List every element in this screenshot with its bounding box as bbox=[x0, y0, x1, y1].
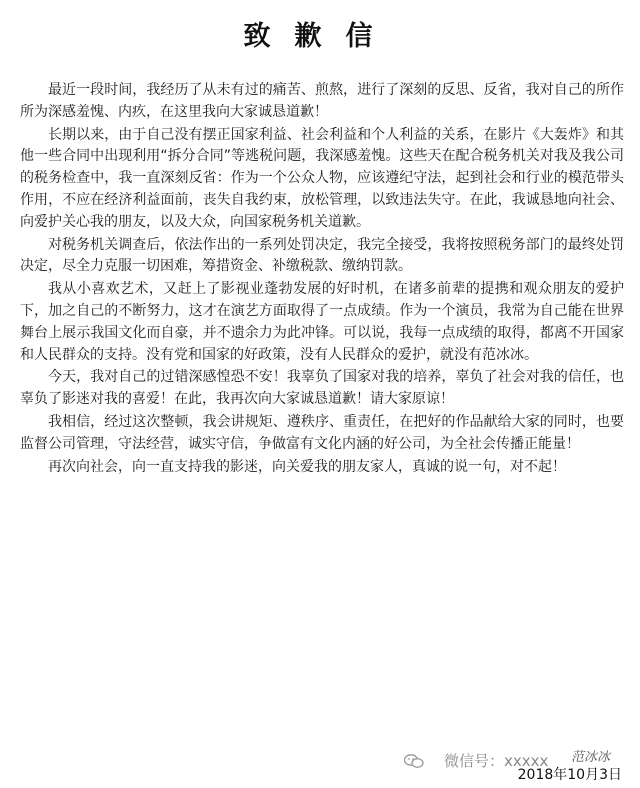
paragraph-6: 我相信，经过这次整顿，我会讲规矩、遵秩序、重责任，在把好的作品献给大家的同时，也要监督公司管理，守法经营，诚实守信，争做富有文化内涵的好公司，为全社会传播正能量！ bbox=[20, 413, 624, 452]
letter-title: 致歉信 bbox=[243, 21, 397, 52]
paragraph-5: 今天，我对自己的过错深感惶恐不安！我辜负了国家对我的培养，辜负了社会对我的信任，也辜负了影迷对我的喜爱！在此，我再次向大家诚恳道歉！请大家原谅！ bbox=[20, 369, 624, 408]
letter-date: 2018年10月3日 bbox=[517, 767, 622, 783]
letter-footer bbox=[402, 746, 622, 786]
paragraph-4: 我从小喜欢艺术，又赶上了影视业蓬勃发展的好时机，在诸多前辈的提携和观众朋友的爱护下，加之自己的不断努力，这才在演艺方面取得了一点成绩。作为一个演员，我常为自己能在世界舞台上展示我国文化而自豪，并不遗余力为此冲锋。可以说，我每一点成绩的取得，都离不开国家和人民群众的支持。没有党和国家的好政策，没有人民群众的爱护，就没有范冰冰。 bbox=[20, 281, 624, 363]
paragraph-7: 再次向社会，向一直支持我的影迷，向关爱我的朋友家人，真诚的说一句，对不起！ bbox=[48, 458, 566, 475]
paragraph-2: 长期以来，由于自己没有摆正国家利益、社会利益和个人利益的关系，在影片《大轰炸》和其他一些合同中出现利用“拆分合同”等逃税问题，我深感羞愧。这些天在配合税务机关对我及我公司的税务检查中，我一直深刻反省：作为一个公众人物，应该遵纪守法，起到社会和行业的模范带头作用，不应在经济利益面前，丧失自我约束，放松管理，以致违法失守。在此，我诚恳地向社会、向爱护关心我的朋友，以及大众，向国家税务机关道歉。 bbox=[20, 126, 624, 230]
watermark-text: 微信号：xxxxx bbox=[444, 752, 549, 770]
signature: 范冰冰 bbox=[570, 750, 610, 765]
paragraph-1: 最近一段时间，我经历了从未有过的痛苦、煎熬，进行了深刻的反思、反省，我对自己的所作所为深感羞愧、内疚，在这里我向大家诚恳道歉！ bbox=[20, 82, 624, 120]
wechat-icon bbox=[404, 754, 424, 768]
letter-body bbox=[20, 80, 624, 479]
paragraph-3: 对税务机关调查后，依法作出的一系列处罚决定，我完全接受，我将按照税务部门的最终处罚决定，尽全力克服一切困难，筹措资金、补缴税款、缴纳罚款。 bbox=[20, 236, 624, 275]
